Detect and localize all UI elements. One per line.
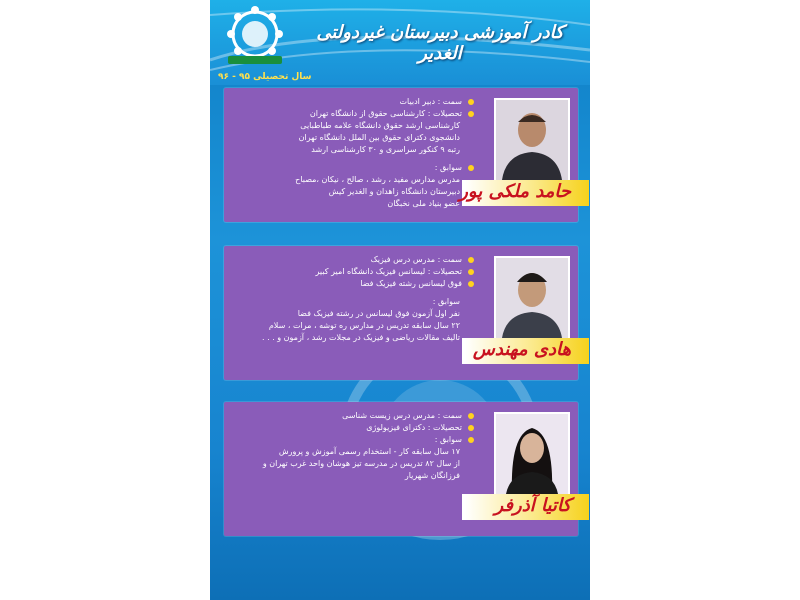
- teacher-name: کاتیا آذرفر: [494, 495, 571, 516]
- teacher-card: [224, 402, 578, 536]
- poster-header: [210, 0, 590, 85]
- bullet-icon: [468, 257, 474, 263]
- record-line: دبیرستان دانشگاه زاهدان و الغدیر کیش: [328, 187, 460, 196]
- record-label: سوابق :: [432, 297, 460, 306]
- teacher-role: سمت : مدرس درس زیست شناسی: [342, 411, 462, 420]
- record-row: [234, 434, 474, 446]
- record-line: تالیف مقالات ریاضی و فیزیک در مجلات رشد ، آزمون و . . .: [261, 333, 460, 342]
- person-icon: [496, 100, 568, 180]
- record-line: فرزانگان شهریار: [404, 471, 460, 480]
- bullet-icon: [468, 165, 474, 171]
- education-row: [234, 422, 474, 434]
- academic-year: سال تحصیلی ۹۵ - ۹۶: [218, 72, 312, 82]
- record-line: مدرس مدارس مفید ، رشد ، صالح ، نیکان ،مصباح: [295, 175, 460, 184]
- role-row: [234, 410, 474, 422]
- person-icon: [496, 258, 568, 338]
- record-line: نفر اول آزمون فوق لیسانس در رشته فیزیک فضا: [297, 309, 460, 318]
- record-label: سوابق :: [434, 163, 462, 172]
- name-ribbon: [462, 338, 589, 364]
- record-line: عضو بنیاد ملی نخبگان: [387, 199, 460, 208]
- education-line: فوق لیسانس رشته فیزیک فضا: [360, 279, 462, 288]
- teacher-education: تحصیلات : کارشناسی حقوق از دانشگاه تهران: [309, 109, 462, 118]
- teacher-info: [234, 410, 474, 482]
- teacher-education: تحصیلات : دکترای فیزیولوژی: [366, 423, 462, 432]
- teacher-name: حامد ملکی پور: [459, 181, 571, 202]
- record-line: ۲۲ سال سابقه تدریس در مدارس ره توشه ، مرات ، سلام: [268, 321, 460, 330]
- education-row: [234, 266, 474, 278]
- education-line: کارشناسی ارشد حقوق دانشگاه علامه طباطبایی: [300, 121, 460, 130]
- teacher-photo: [494, 412, 570, 496]
- teacher-name: هادی مهندس: [472, 339, 571, 360]
- name-ribbon: [462, 494, 589, 520]
- school-logo-icon: [220, 6, 290, 66]
- education-row: [234, 278, 474, 290]
- bullet-icon: [468, 425, 474, 431]
- role-row: [234, 254, 474, 266]
- record-label: سوابق :: [434, 435, 462, 444]
- record-row: [234, 162, 474, 174]
- bullet-icon: [468, 413, 474, 419]
- teacher-photo: [494, 256, 570, 340]
- record-line: ۱۷ سال سابقه کار - استخدام رسمی آموزش و پرورش: [278, 447, 460, 456]
- page-title: کادر آموزشی دبیرستان غیردولتی الغدیر: [316, 22, 564, 64]
- teacher-role: سمت : دبیر ادبیات: [399, 97, 462, 106]
- name-ribbon: [459, 180, 589, 206]
- teacher-role: سمت : مدرس درس فیزیک: [370, 255, 462, 264]
- teacher-photo: [494, 98, 570, 182]
- bullet-icon: [468, 111, 474, 117]
- record-line: از سال ۸۲ تدریس در مدرسه تیز هوشان واحد غرب تهران و: [262, 459, 460, 468]
- role-row: [234, 96, 474, 108]
- bullet-icon: [468, 269, 474, 275]
- education-line: دانشجوی دکترای حقوق بین الملل دانشگاه تهران: [298, 133, 460, 142]
- teacher-card: [224, 246, 578, 380]
- education-line: رتبه ۹ کنکور سراسری و ۳۰ کارشناسی ارشد: [311, 145, 460, 154]
- person-icon: [496, 414, 568, 494]
- teacher-education: تحصیلات : لیسانس فیزیک دانشگاه امیر کبیر: [315, 267, 462, 276]
- bullet-icon: [468, 99, 474, 105]
- teacher-info: [234, 96, 474, 210]
- bullet-icon: [468, 281, 474, 287]
- poster: [210, 0, 590, 600]
- teacher-info: [234, 254, 474, 344]
- bullet-icon: [468, 437, 474, 443]
- teacher-card: [224, 88, 578, 222]
- education-row: [234, 108, 474, 120]
